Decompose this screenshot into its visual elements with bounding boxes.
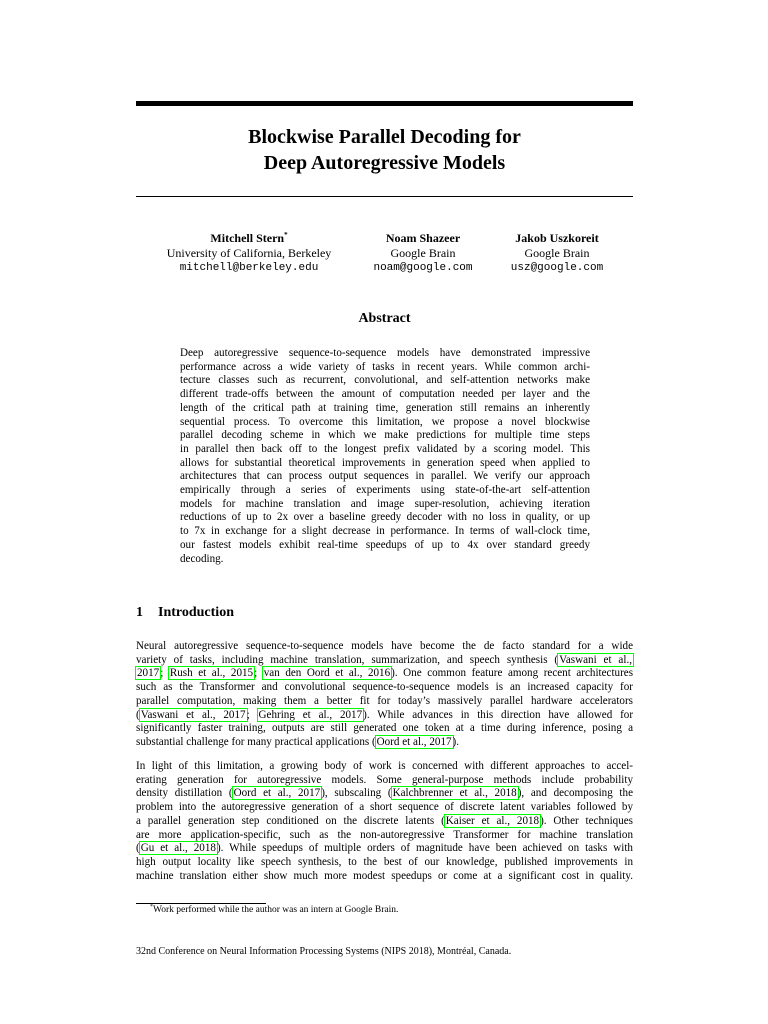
abstract-line: architectures that can process output sequences in parallel. We verify our approach [180, 470, 590, 483]
footnote [150, 905, 398, 915]
title-bottom-rule [136, 196, 633, 197]
conference-note: 32nd Conference on Neural Information Processing Systems (NIPS 2018), Montréal, Canada. [136, 946, 512, 957]
paragraph-line: parallel computation, making them a better fit for today’s massively parallel hardware accelerators [136, 694, 633, 707]
section-title: Introduction [158, 605, 234, 620]
section-heading [136, 605, 234, 621]
citation-link[interactable]: Gehring et al., 2017 [258, 708, 363, 721]
citation-link[interactable]: Oord et al., 2017 [233, 787, 321, 800]
abstract-line: sequential process. To overcome this limitation, we propose a novel blockwise [180, 415, 590, 428]
author-email: mitchell@berkeley.edu [179, 262, 319, 274]
title-line-1: Blockwise Parallel Decoding for [248, 126, 521, 148]
paragraph-line: 2017; Rush et al., 2015; van den Oord et al., 2016). One common feature among recent architectures [137, 667, 634, 680]
intro-paragraph-2 [136, 760, 633, 883]
paragraph-line: significantly faster training, outputs are still generated one token at a time during inference, posing a [136, 722, 633, 735]
author-email: usz@google.com [510, 262, 604, 274]
author-name: Mitchell Stern [210, 231, 285, 245]
paper-title [136, 124, 633, 176]
paragraph-line: problem into the autoregressive generation of a short sequence of discrete latent variables followed by [136, 801, 633, 814]
author-email: noam@google.com [373, 262, 473, 274]
footnote-marker: * [150, 904, 153, 910]
abstract-line: our fastest models exhibit real-time speedups of up to 4x over standard greedy [180, 538, 590, 551]
footnote-text: Work performed while the author was an intern at Google Brain. [153, 905, 399, 915]
abstract-line: tecture classes such as recurrent, convolutional, and self-attention networks make [180, 374, 590, 387]
citation-link[interactable]: Kaiser et al., 2018 [445, 814, 540, 827]
citation-link[interactable]: Gu et al., 2018 [140, 842, 216, 855]
author-block [496, 231, 618, 276]
paragraph-line: a parallel generation step conditioned on the discrete latents (Kaiser et al., 2018). Other techniques [136, 814, 633, 827]
paragraph-line: are more application-specific, such as the non-autoregressive Transformer for machine translation [136, 828, 633, 841]
author-name: Noam Shazeer [385, 231, 461, 245]
citation-link[interactable]: van den Oord et al., 2016 [263, 667, 391, 680]
paragraph-line: erating generation for autoregressive models. Some general-purpose methods include probability [136, 773, 633, 786]
abstract-line: reductions of up to 2x over a baseline greedy decoder with no loss in quality, or up [180, 511, 590, 524]
paragraph-line: high output locality like speech synthesis, to the best of our knowledge, published improvements in [136, 855, 633, 868]
author-footnote-marker: * [284, 231, 288, 239]
abstract-line: parallel decoding scheme in which we make predictions for multiple time steps [180, 429, 590, 442]
citation-link[interactable]: 2017 [137, 667, 160, 680]
abstract-line: decoding. [180, 552, 224, 565]
abstract-line: Deep autoregressive sequence-to-sequence models have demonstrated impressive [180, 347, 590, 359]
abstract-line: empirically through a series of experiments using state-of-the-art self-attention [180, 484, 590, 497]
abstract-line: performance across a wide variety of tasks in recent years. While common archi- [180, 360, 590, 373]
author-affiliation: Google Brain [524, 246, 590, 260]
title-line-2: Deep Autoregressive Models [263, 152, 506, 174]
paragraph-line: variety of tasks, including machine translation, summarization, and speech synthesis (Vaswani et al., [136, 653, 632, 666]
author-affiliation: University of California, Berkeley [166, 246, 332, 260]
abstract-body [180, 347, 590, 566]
author-affiliation: Google Brain [390, 246, 456, 260]
title-top-rule [136, 101, 633, 106]
citation-link[interactable]: Vaswani et al., 2017 [140, 708, 246, 721]
paragraph-line: density distillation (Oord et al., 2017), subscaling (Kalchbrenner et al., 2018), and decomposing the [136, 787, 633, 800]
paragraph-line: Neural autoregressive sequence-to-sequence models have become the de facto standard for a wide [136, 640, 633, 652]
paragraph-line: (Vaswani et al., 2017; Gehring et al., 2017). While advances in this direction have allowed for [136, 708, 634, 721]
author-block [150, 231, 348, 276]
paragraph-line: substantial challenge for many practical applications (Oord et al., 2017). [136, 735, 460, 748]
abstract-line: models for machine translation and image super-resolution, achieving iteration [180, 497, 590, 510]
citation-link[interactable]: Oord et al., 2017 [376, 735, 452, 748]
citation-link[interactable]: Vaswani et al., [559, 653, 632, 666]
intro-paragraph-1 [136, 640, 633, 750]
citation-link[interactable]: Rush et al., 2015 [169, 667, 254, 680]
abstract-line: allows for substantial theoretical improvements in generation speed when applied to [180, 456, 590, 469]
paragraph-line: In light of this limitation, a growing body of work is concerned with different approaches to accel- [136, 760, 633, 772]
abstract-line: length of the critical path at training time, generation still remains an inherently [180, 401, 590, 414]
abstract-line: to 7x in exchange for a slight decrease in performance. In terms of wall-clock time, [180, 525, 590, 538]
paragraph-line: (Gu et al., 2018). While speedups of multiple orders of magnitude have been achieved on tasks with [136, 842, 633, 855]
abstract-line: different trade-offs between the amount of computation needed per layer and the [180, 388, 590, 401]
author-name: Jakob Uszkoreit [515, 231, 599, 245]
footnote-rule [136, 903, 266, 904]
paragraph-line: such as the Transformer and convolutional sequence-to-sequence models is an increased capacity for [136, 681, 633, 694]
abstract-line: in parallel then back off to the longest prefix validated by a scoring model. This [180, 442, 590, 455]
section-number: 1 [136, 605, 143, 620]
citation-link[interactable]: Kalchbrenner et al., 2018 [392, 787, 517, 800]
abstract-heading: Abstract [358, 311, 411, 326]
author-block [364, 231, 482, 276]
paragraph-line: machine translation either show much more modest speedups or come at a significant cost in quality. [136, 869, 633, 882]
